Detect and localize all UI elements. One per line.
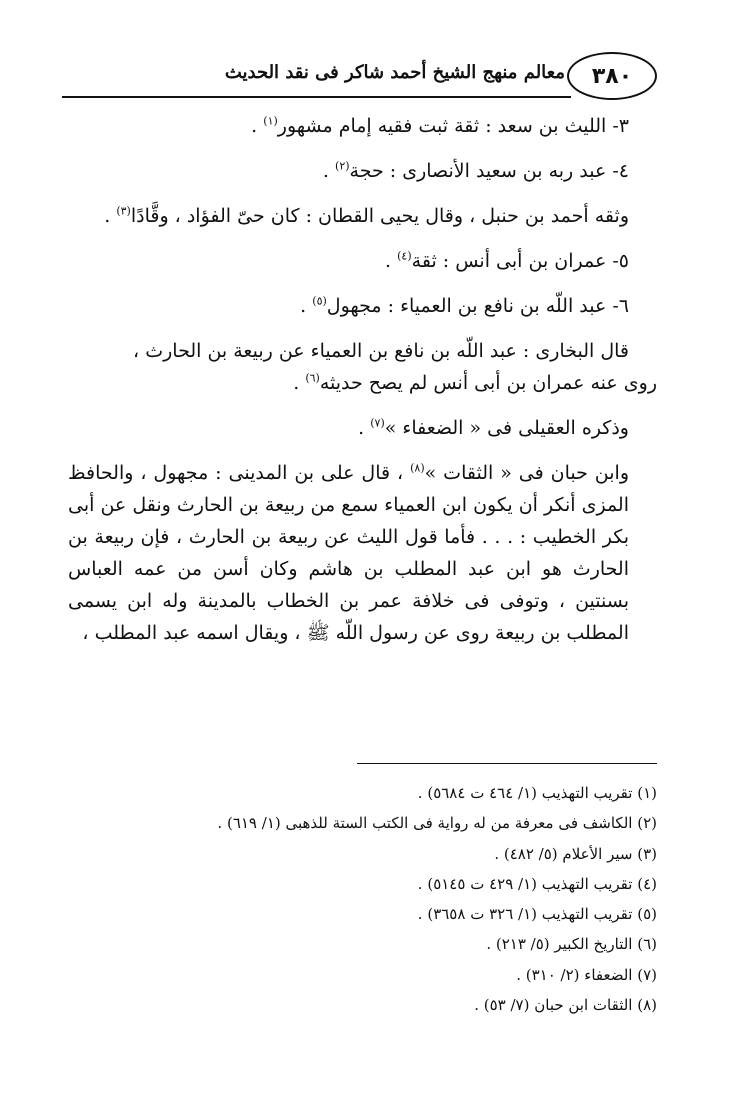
footnote-ref: (٣) xyxy=(116,204,131,218)
narrator-line-4: ٤- عبد ربه بن سعيد الأنصارى : حجة$^{(٢)}$ . xyxy=(322,159,629,182)
uqayli-line: وذكره العقيلى فى « الضعفاء »$^{(٧)}$ . xyxy=(358,416,629,439)
running-title: معالم منهج الشيخ أحمد شاكر فى نقد الحديث xyxy=(224,62,565,83)
narrator-line-3: ٣- الليث بن سعد : ثقة ثبت فقيه إمام مشهور$^{(١)}$ . xyxy=(251,114,629,137)
narrator-line-5: ٥- عمران بن أبى أنس : ثقة$^{(٤)}$ . xyxy=(385,249,629,272)
tawthiq-line: وثقه أحمد بن حنبل ، وقال يحيى القطان : كان حىّ الفؤاد ، وقَّادًا$^{(٣)}$ . xyxy=(104,204,629,227)
footnote-ref: (٥) xyxy=(312,294,327,308)
bukhari-paragraph-cont: روى عنه عمران بن أبى أنس لم يصح حديثه$^{(٦)}$ . xyxy=(293,371,657,394)
footnote-ref: (١) xyxy=(263,114,278,128)
main-text xyxy=(68,110,657,649)
footnote-separator xyxy=(357,763,657,764)
bukhari-paragraph: قال البخارى : عبد اللّه بن نافع بن العمياء عن ربيعة بن الحارث ، xyxy=(133,340,629,362)
footnote-7: (٧) الضعفاء (٢/ ٣١٠) . xyxy=(516,965,657,984)
page-number: ٣٨٠ xyxy=(567,52,657,100)
narrator-line-6: ٦- عبد اللّه بن نافع بن العمياء : مجهول$^{(٥)}$ . xyxy=(300,294,629,317)
footnote-5: (٥) تقريب التهذيب (١/ ٣٢٦ ت ٣٦٥٨) . xyxy=(417,905,657,924)
footnote-1: (١) تقريب التهذيب (١/ ٤٦٤ ت ٥٦٨٤) . xyxy=(417,784,657,802)
page-header xyxy=(62,52,657,102)
header-rule xyxy=(62,96,571,98)
hibban-paragraph: وابن حبان فى « الثقات »$^{(٨)}$ ، قال على بن المدينى : مجهول ، والحافظ المزى أنكر أن يكون ابن العمياء سمع من ربيعة بن الحارث ونقل عن أبى بكر الخطيب : . . . فأما قول الليث عن ربيعة بن الحارث ، فإن ربيعة بن الحارث هو ابن عبد المطلب بن هاشم وكان أسن من عمه العباس بسنتين ، وتوفى فى خلافة عمر بن الخطاب بالمدينة وله ابن يسمى المطلب بن ربيعة روى عن رسول اللّه ﷺ ، ويقال اسمه عبد المطلب ، xyxy=(68,461,629,644)
footnote-8: (٨) الثقات ابن حبان (٧/ ٥٣) . xyxy=(474,996,657,1015)
footnote-ref: (٢) xyxy=(335,159,350,173)
footnote-2: (٢) الكاشف فى معرفة من له رواية فى الكتب الستة للذهبى (١/ ٦١٩) . xyxy=(217,814,657,833)
footnote-ref: (٧) xyxy=(370,416,385,430)
footnote-3: (٣) سير الأعلام (٥/ ٤٨٢) . xyxy=(494,844,657,863)
footnotes xyxy=(68,778,657,1020)
footnote-ref: (٦) xyxy=(305,371,320,385)
footnote-ref: (٤) xyxy=(397,249,412,263)
footnote-ref: (٨) xyxy=(410,461,425,475)
footnote-4: (٤) تقريب التهذيب (١/ ٤٢٩ ت ٥١٤٥) . xyxy=(417,874,657,893)
footnote-6: (٦) التاريخ الكبير (٥/ ٢١٣) . xyxy=(486,935,657,954)
